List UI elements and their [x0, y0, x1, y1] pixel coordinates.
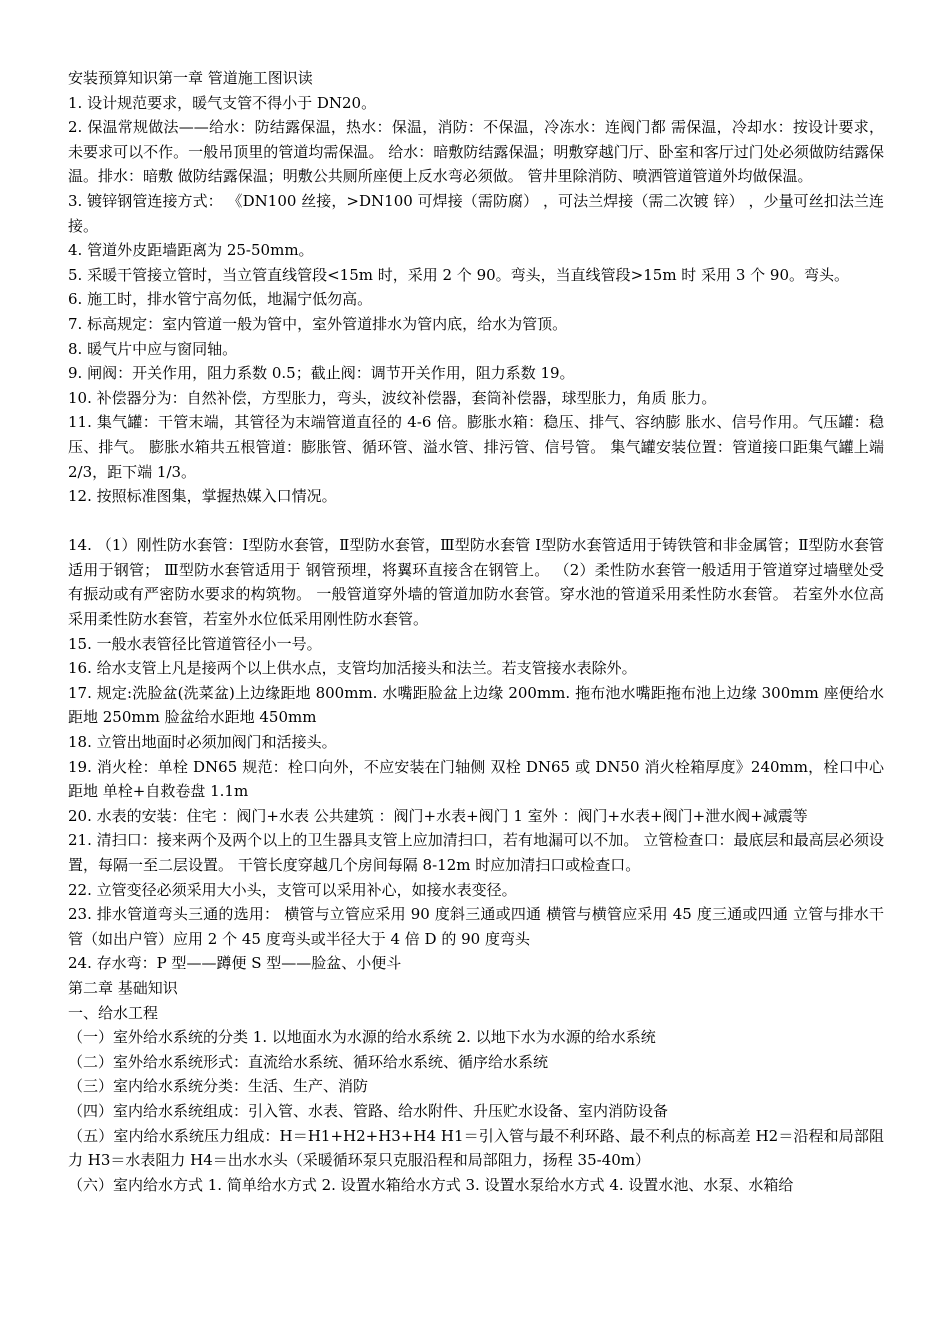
paragraph-2: 2. 保温常规做法——给水：防结露保温，热水：保温，消防：不保温，冷冻水：连阀门都 需保温，冷却水：按设计要求，未要求可以不作。一般吊顶里的管道均需保温。 给水：暗敷防结露保温；明敷穿越门厅、卧室和客厅过门处必须做防结露保温。排水：暗敷 做防结露保温；明敷公共厕所座便上反水弯必须做。 管井里除消防、喷洒管道管道外均做保温。: [68, 118, 884, 186]
paragraph-15: 15. 一般水表管径比管道管径小一号。: [68, 634, 322, 653]
section-heading: 一、给水工程: [68, 1003, 159, 1022]
paragraph-16: 16. 给水支管上凡是接两个以上供水点，支管均加活接头和法兰。若支管接水表除外。: [68, 659, 637, 678]
paragraph-1: 1. 设计规范要求，暖气支管不得小于 DN20。: [68, 93, 377, 112]
paragraph-11: 11. 集气罐：干管末端，其管径为末端管道直径的 4-6 倍。膨胀水箱：稳压、排气、容纳膨 胀水、信号作用。气压罐：稳压、排气。 膨胀水箱共五根管道：膨胀管、循环管、溢水管、排污管、信号管。 集气罐安装位置：管道接口距集气罐上端 2/3，距下端 1/3。: [68, 413, 884, 481]
chapter-heading: 第二章 基础知识: [68, 978, 178, 997]
paragraph-20: 20. 水表的安装：住宅 ：阀门+水表 公共建筑 ：阀门+水表+阀门 1 室外 ：阀门+水表+阀门+泄水阀+减震等: [68, 806, 808, 825]
paragraph-18: 18. 立管出地面时必须加阀门和活接头。: [68, 733, 337, 752]
paragraph-12: 12. 按照标准图集，掌握热媒入口情况。: [68, 487, 337, 506]
paragraph-5: 5. 采暖干管接立管时，当立管直线管段<15m 时，采用 2 个 90。弯头，当直线管段>15m 时 采用 3 个 90。弯头。: [68, 265, 850, 284]
paragraph-21: 21. 清扫口：接来两个及两个以上的卫生器具支管上应加清扫口，若有地漏可以不加。 立管检查口：最底层和最高层必须设置，每隔一至二层设置。 干管长度穿越几个房间每隔 8-12m 时应加清扫口或检查口。: [68, 831, 884, 874]
paragraph-19: 19. 消火栓：单栓 DN65 规范：栓口向外，不应安装在门轴侧 双栓 DN65 或 DN50 消火栓箱厚度》240mm，栓口中心距地 单栓+自救卷盘 1.1m: [68, 757, 884, 801]
paragraph-4: 4. 管道外皮距墙距离为 25-50mm。: [68, 241, 314, 260]
paragraph-7: 7. 标高规定：室内管道一般为管中，室外管道排水为管内底，给水为管顶。: [68, 314, 568, 333]
paragraph-8: 8. 暖气片中应与窗同轴。: [68, 339, 238, 358]
paragraph-22: 22. 立管变径必须采用大小头，支管可以采用补心，如接水表变径。: [68, 880, 517, 899]
chapter2-item: （二）室外给水系统形式：直流给水系统、循环给水系统、循序给水系统: [68, 1052, 549, 1071]
paragraph-9: 9. 闸阀：开关作用，阻力系数 0.5；截止阀：调节开关作用，阻力系数 19。: [68, 364, 575, 383]
chapter2-item: （五）室内给水系统压力组成：H＝H1+H2+H3+H4 H1＝引入管与最不利环路、最不利点的标高差 H2＝沿程和局部阻力 H3＝水表阻力 H4＝出水水头（采暖循环泵只克服沿程和局部阻力，扬程 35-40m）: [68, 1126, 884, 1170]
document-title: 安装预算知识第一章 管道施工图识读: [68, 69, 313, 87]
chapter2-item: （六）室内给水方式 1. 简单给水方式 2. 设置水箱给水方式 3. 设置水泵给水方式 4. 设置水池、水泵、水箱给: [68, 1175, 794, 1194]
paragraph-14: 14. （1）刚性防水套管：Ⅰ型防水套管，Ⅱ型防水套管，Ⅲ型防水套管 Ⅰ型防水套管适用于铸铁管和非金属管；Ⅱ型防水套管适用于钢管； Ⅲ型防水套管适用于 钢管预埋，将翼环直接含在钢管上。 （2）柔性防水套管一般适用于管道穿过墙壁处受有振动或有严密防水要求的构筑物。 一般管道穿外墙的管道加防水套管。穿水池的管道采用柔性防水套管。 若室外水位高采用柔性防水套管，若室外水位低采用刚性防水套管。: [68, 536, 884, 629]
paragraph-10: 10. 补偿器分为：自然补偿，方型胀力，弯头，波纹补偿器，套筒补偿器，球型胀力，角质 胀力。: [68, 388, 717, 407]
paragraph-17: 17. 规定:洗脸盆(洗菜盆)上边缘距地 800mm. 水嘴距脸盆上边缘 200mm. 拖布池水嘴距拖布池上边缘 300mm 座便给水距地 250mm 脸盆给水距地 450mm: [68, 683, 884, 727]
paragraph-3: 3. 镀锌钢管连接方式： 《DN100 丝接，>DN100 可焊接（需防腐） ，可法兰焊接（需二次镀 锌） ，少量可丝扣法兰连接。: [68, 191, 884, 235]
blank-line: [68, 509, 884, 534]
chapter2-item: （一）室外给水系统的分类 1. 以地面水为水源的给水系统 2. 以地下水为水源的给水系统: [68, 1028, 656, 1047]
paragraph-23: 23. 排水管道弯头三通的选用： 横管与立管应采用 90 度斜三通或四通 横管与横管应采用 45 度三通或四通 立管与排水干管（如出户管）应用 2 个 45 度弯头或半径大于 4 倍 D 的 90 度弯头: [68, 905, 884, 948]
chapter2-item: （四）室内给水系统组成：引入管、水表、管路、给水附件、升压贮水设备、室内消防设备: [68, 1101, 669, 1120]
document-page: [68, 66, 884, 1197]
chapter2-item: （三）室内给水系统分类：生活、生产、消防: [68, 1077, 369, 1096]
paragraph-6: 6. 施工时，排水管宁高勿低，地漏宁低勿高。: [68, 290, 373, 309]
paragraph-24: 24. 存水弯：P 型——蹲便 S 型——脸盆、小便斗: [68, 954, 402, 973]
